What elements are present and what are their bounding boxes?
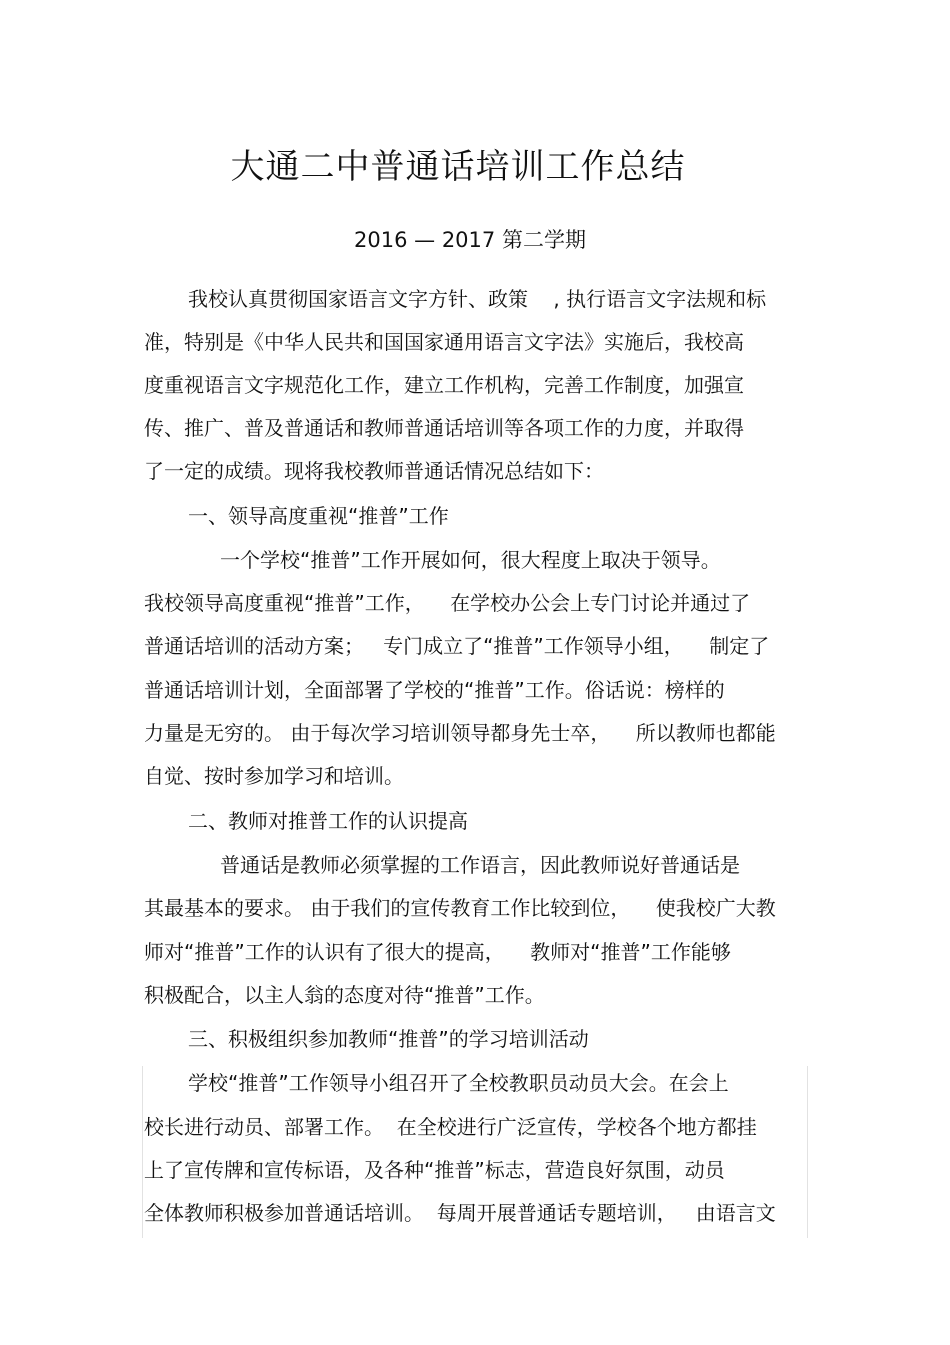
document-subtitle: 2016 — 2017 第二学期 (354, 228, 586, 252)
paragraph-line: 师对“推普”工作的认识有了很大的提高， 教师对“推普”工作能够 (144, 940, 731, 964)
document-title: 大通二中普通话培训工作总结 (230, 147, 686, 187)
paragraph-line: 普通话培训计划，全面部署了学校的“推普”工作。俗话说：榜样的 (144, 678, 725, 702)
paragraph-line: 度重视语言文字规范化工作，建立工作机构，完善工作制度，加强宣 (144, 373, 744, 397)
section-heading: 三、积极组织参加教师“推普”的学习培训活动 (188, 1027, 589, 1051)
paragraph-line: 积极配合，以主人翁的态度对待“推普”工作。 (144, 983, 545, 1007)
paragraph-line: 了一定的成绩。现将我校教师普通话情况总结如下： (144, 459, 604, 483)
paragraph-line: 上了宣传牌和宣传标语，及各种“推普”标志，营造良好氛围，动员 (144, 1158, 725, 1182)
section-heading: 二、教师对推普工作的认识提高 (188, 809, 468, 833)
paragraph-line: 力量是无穷的。 由于每次学习培训领导都身先士卒， 所以教师也都能 (144, 721, 776, 745)
paragraph-line: 普通话是教师必须掌握的工作语言，因此教师说好普通话是 (220, 853, 740, 877)
paragraph-line: 准，特别是《中华人民共和国国家通用语言文字法》实施后，我校高 (144, 330, 744, 354)
paragraph-line: 我校领导高度重视“推普”工作， 在学校办公会上专门讨论并通过了 (144, 591, 751, 615)
paragraph-line: 自觉、按时参加学习和培训。 (144, 764, 404, 788)
paragraph-line: 校长进行动员、部署工作。 在全校进行广泛宣传，学校各个地方都挂 (144, 1115, 757, 1139)
paragraph-line: 一个学校“推普”工作开展如何，很大程度上取决于领导。 (220, 548, 721, 572)
paragraph-line: 全体教师积极参加普通话培训。 每周开展普通话专题培训， 由语言文 (144, 1201, 776, 1225)
paragraph-line: 其最基本的要求。 由于我们的宣传教育工作比较到位， 使我校广大教 (144, 896, 776, 920)
paragraph-line: 传、推广、普及普通话和教师普通话培训等各项工作的力度，并取得 (144, 416, 744, 440)
paragraph-line: 普通话培训的活动方案； 专门成立了“推普”工作领导小组， 制定了 (144, 634, 770, 658)
section-heading: 一、领导高度重视“推普”工作 (188, 504, 449, 528)
paragraph-line: 学校“推普”工作领导小组召开了全校教职员动员大会。在会上 (188, 1071, 729, 1095)
paragraph-line: 我校认真贯彻国家语言文字方针、政策 , 执行语言文字法规和标 (188, 287, 767, 311)
